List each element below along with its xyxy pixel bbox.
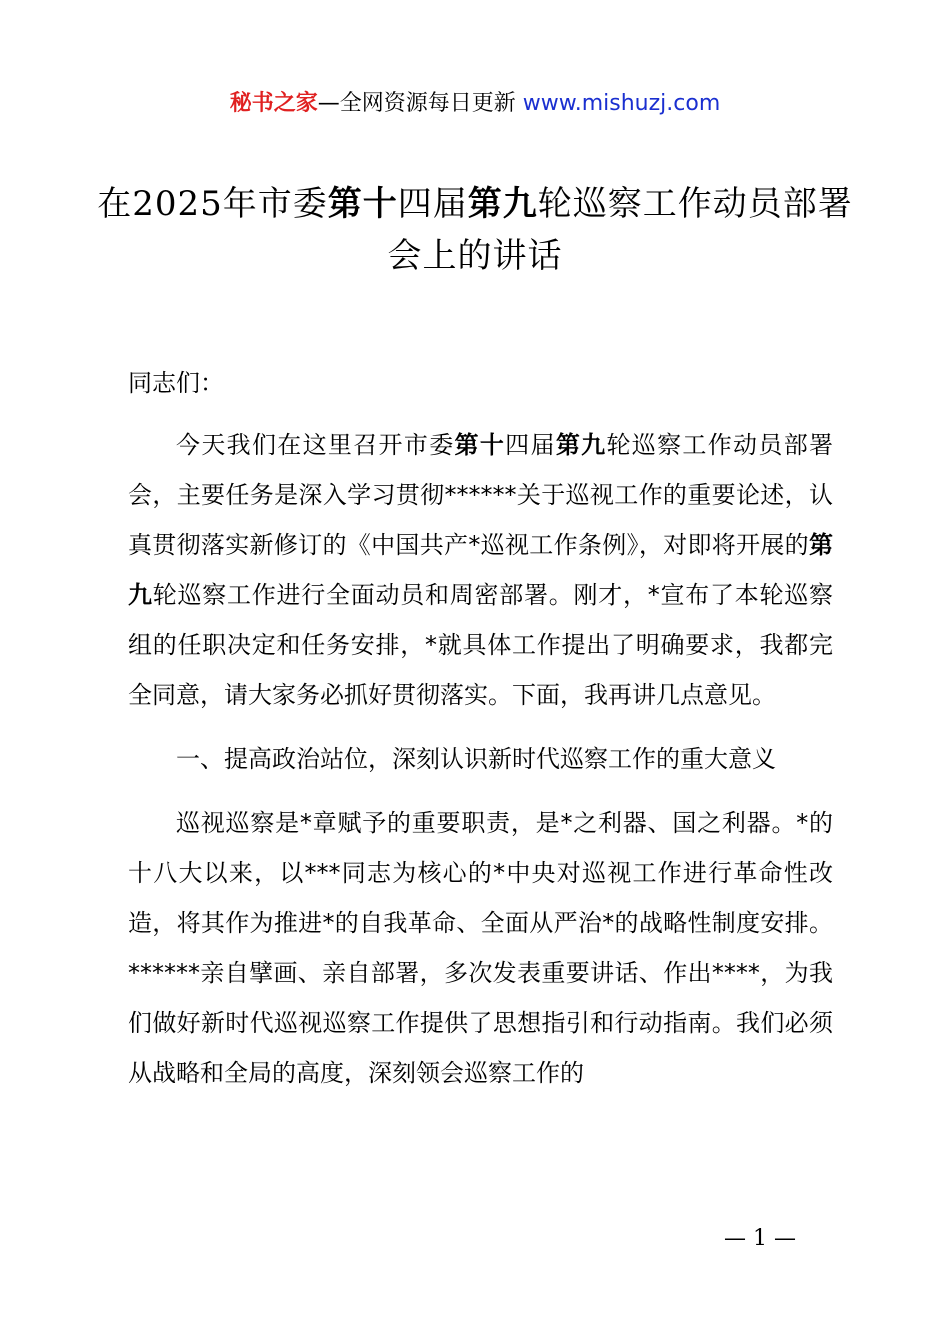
site-url-link[interactable]: www.mishuzj.com [522, 91, 721, 116]
page-number: — 1 — [724, 1226, 796, 1251]
document-body [128, 358, 833, 1098]
title-part1: 年市委 [222, 184, 328, 224]
paragraph-intro [128, 420, 833, 720]
document-title [80, 178, 870, 282]
para1-text3: 轮巡察工作动员部署会，主要任务是深入学习贯彻******关于巡视工作的重要论述，认真贯彻落实新修订的《中国共产*巡视工作条例》，对即将开展的 [128, 431, 834, 559]
title-bold1: 第十 [327, 184, 398, 224]
title-part2: 四届 [397, 184, 468, 224]
site-header [0, 88, 950, 120]
greeting: 同志们： [128, 369, 224, 397]
para1-bold2: 第九 [555, 431, 607, 459]
title-part3: 轮巡察工作动员部署会上的讲话 [387, 184, 853, 276]
para1-bold1: 第十 [454, 431, 506, 459]
para1-bold3: 第九 [128, 531, 833, 609]
title-year: 2025 [132, 184, 223, 224]
paragraph-section-1: 巡视巡察是*章赋予的重要职责，是*之利器、国之利器。*的十八大以来，以***同志为核心的*中央对巡视工作进行革命性改造，将其作为推进*的自我革命、全面从严治*的战略性制度安排。******亲自擘画、亲自部署，多次发表重要讲话、作出****，为我们做好新时代巡视巡察工作提供了思想指引和行动指南。我们必须从战略和全局的高度，深刻领会巡察工作的 [128, 809, 833, 1087]
site-tagline: —全网资源每日更新 [317, 91, 523, 116]
para1-text2: 四届 [505, 431, 556, 459]
title-prefix: 在 [97, 184, 133, 224]
section-heading-1: 一、提高政治站位，深刻认识新时代巡察工作的重大意义 [176, 745, 776, 773]
para1-text4: 轮巡察工作进行全面动员和周密部署。刚才，*宣布了本轮巡察组的任职决定和任务安排，*就具体工作提出了明确要求，我都完全同意，请大家务必抓好贯彻落实。下面，我再讲几点意见。 [128, 581, 833, 709]
title-bold2: 第九 [467, 184, 538, 224]
site-brand: 秘书之家 [229, 91, 318, 116]
para1-text1: 今天我们在这里召开市委 [176, 431, 455, 459]
